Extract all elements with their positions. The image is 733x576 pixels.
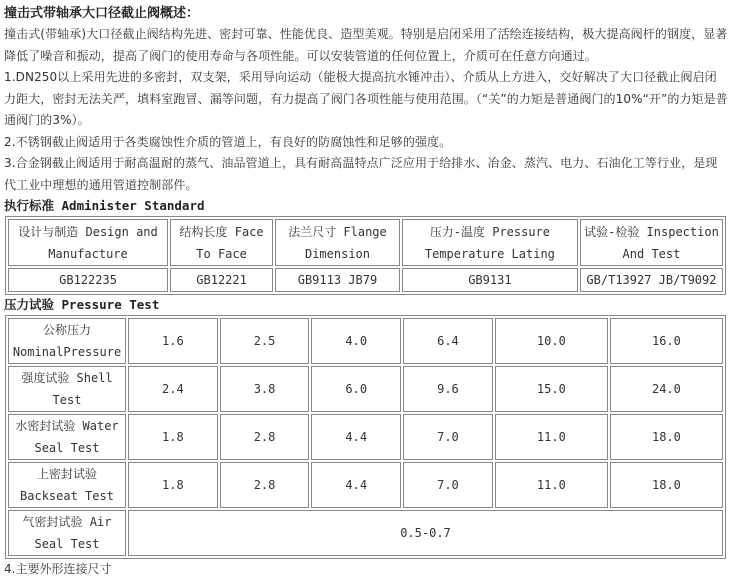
table-cell: 24.0 [610,366,723,412]
standard-value-cell: GB9131 [402,268,578,292]
pressure-heading: 压力试验 Pressure Test [4,297,160,312]
table-cell: 2.8 [220,414,310,460]
table-cell: 11.0 [495,462,608,508]
table-cell: 4.4 [311,462,401,508]
table-cell: 18.0 [610,414,723,460]
row-label: 气密封试验 Air Seal Test [8,510,126,556]
table-cell: 3.8 [220,366,310,412]
table-cell: 2.4 [128,366,218,412]
table-row [8,510,723,556]
table-cell: 9.6 [403,366,493,412]
table-cell: 7.0 [403,414,493,460]
standard-header-cell: 试验-检验 Inspection And Test [580,219,723,266]
table-cell: 11.0 [495,414,608,460]
table-cell: 16.0 [610,318,723,364]
pressure-table [5,315,726,559]
standard-value-cell: GB122235 [8,268,168,292]
row-label: 水密封试验 Water Seal Test [8,414,126,460]
standard-table [5,216,726,295]
standard-value-row [8,268,723,292]
table-cell: 6.4 [403,318,493,364]
cutoff-heading: 4.主要外形连接尺寸 [4,562,112,576]
table-cell: 2.8 [220,462,310,508]
content [4,4,728,559]
table-cell: 10.0 [495,318,608,364]
row-label: 强度试验 Shell Test [8,366,126,412]
table-cell: 4.0 [311,318,401,364]
table-row [8,414,723,460]
page-title: 撞击式带轴承大口径截止阀概述： [4,6,200,21]
row-label: 公称压力 NominalPressure [8,318,126,364]
intro-paragraph: 撞击式(带轴承)大口径截止阀结构先进、密封可靠、性能优良、造型美观。特别是启闭采用了活绘连接结构，极大提高阀杆的钢度，显著降低了噪音和振动，提高了阀门的使用寿命与各项性能。可以安装管道的任何位置上，介质可在任意方向通过。 [4,27,728,63]
merged-cell: 0.5-0.7 [128,510,723,556]
table-cell: 18.0 [610,462,723,508]
standard-value-cell: GB12221 [170,268,273,292]
table-row [8,462,723,508]
table-cell: 15.0 [495,366,608,412]
table-cell: 1.8 [128,414,218,460]
table-cell: 4.4 [311,414,401,460]
point-3: 3.合金钢截止阀适用于耐高温耐的蒸气、油品管道上，具有耐高温特点广泛应用于给排水、冶金、蒸汽、电力、石油化工等行业，是现代工业中理想的通用管道控制部件。 [4,156,718,192]
standard-header-cell: 法兰尺寸 Flange Dimension [275,219,400,266]
point-2: 2.不锈钢截止阀适用于各类腐蚀性介质的管道上，有良好的防腐蚀性和足够的强度。 [4,134,452,149]
table-cell: 6.0 [311,366,401,412]
table-cell: 1.8 [128,462,218,508]
standard-header-cell: 设计与制造 Design and Manufacture [8,219,168,266]
standard-header-row [8,219,723,266]
standard-heading: 执行标准 Administer Standard [4,198,205,213]
table-cell: 7.0 [403,462,493,508]
standard-header-cell: 结构长度 Face To Face [170,219,273,266]
row-label: 上密封试验 Backseat Test [8,462,126,508]
table-cell: 2.5 [220,318,310,364]
table-row [8,366,723,412]
standard-value-cell: GB9113 JB79 [275,268,400,292]
table-row [8,318,723,364]
point-1: 1.DN250以上采用先进的多密封，双支架，采用导向运动（能极大提高抗水锤冲击）、介质从上方进入，交好解决了大口径截止阀启闭力距大，密封无法关严，填料室跑冒、漏等问题，有力提高了阀门各项性能与使用范围。（“关”的力矩是普通阀门的10%“开”的力矩是普通阀门的3%）。 [4,70,728,127]
standard-header-cell: 压力-温度 Pressure Temperature Lating [402,219,578,266]
table-cell: 1.6 [128,318,218,364]
standard-value-cell: GB/T13927 JB/T9092 [580,268,723,292]
